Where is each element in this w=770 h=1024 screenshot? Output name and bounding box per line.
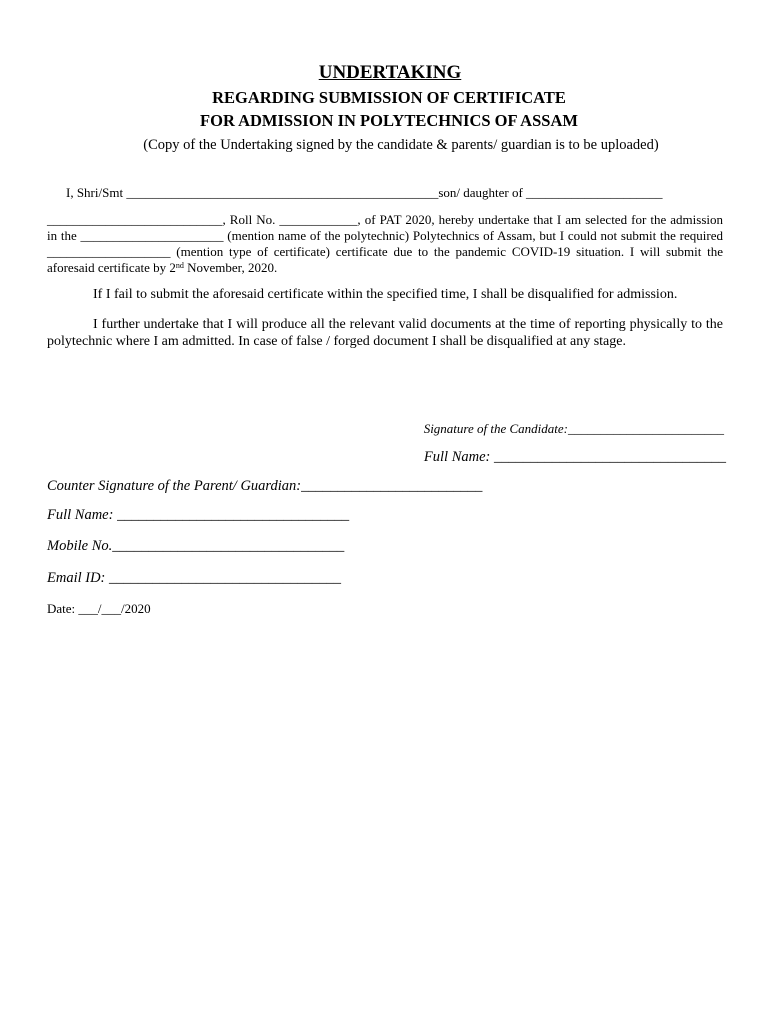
mobile-number-line: Mobile No.________________________________ bbox=[47, 538, 345, 554]
document-subtitle-line2: FOR ADMISSION IN POLYTECHNICS OF ASSAM bbox=[200, 111, 578, 130]
guardian-full-name-line: Full Name: ________________________________ bbox=[47, 507, 350, 523]
paragraph-1-date-text: November, 2020. bbox=[183, 260, 278, 275]
email-id-line: Email ID: ________________________________ bbox=[47, 570, 342, 586]
candidate-full-name-line: Full Name: ________________________________ bbox=[423, 449, 726, 465]
candidate-signature-line: Signature of the Candidate:________________________ bbox=[423, 421, 724, 436]
upload-note: (Copy of the Undertaking signed by the candidate & parents/ guardian is to be uploaded) bbox=[143, 137, 659, 153]
undertaking-paragraph-1 bbox=[47, 212, 723, 276]
document-subtitle-line1: REGARDING SUBMISSION OF CERTIFICATE bbox=[212, 88, 566, 107]
document-title: UNDERTAKING bbox=[318, 62, 462, 83]
paragraph-1-text: ___________________________, Roll No. ____________, of PAT 2020, hereby undertake that I am selected for the admission in the ______________________ (mention name of the polytechnic) Polytechnics of Assam, but I could not submit the required ___________________ (mention type of certificate) certificate due to the pandemic COVID-19 situation. I will submit the aforesaid certificate by 2 bbox=[47, 212, 723, 275]
ordinal-suffix: nd bbox=[175, 261, 184, 270]
candidate-name-line: I, Shri/Smt ________________________________________________son/ daughter of _____________________ bbox=[66, 185, 663, 200]
date-line: Date: ___/___/2020 bbox=[47, 601, 151, 616]
undertaking-paragraph-3: I further undertake that I will produce all the relevant valid documents at the time of reporting physically to the polytechnic where I am admitted. In case of false / forged document I shall be disqualified at any stage. bbox=[47, 317, 723, 349]
undertaking-paragraph-2: If I fail to submit the aforesaid certificate within the specified time, I shall be disqualified for admission. bbox=[93, 287, 678, 302]
guardian-counter-signature-line: Counter Signature of the Parent/ Guardian:_________________________ bbox=[47, 478, 483, 494]
